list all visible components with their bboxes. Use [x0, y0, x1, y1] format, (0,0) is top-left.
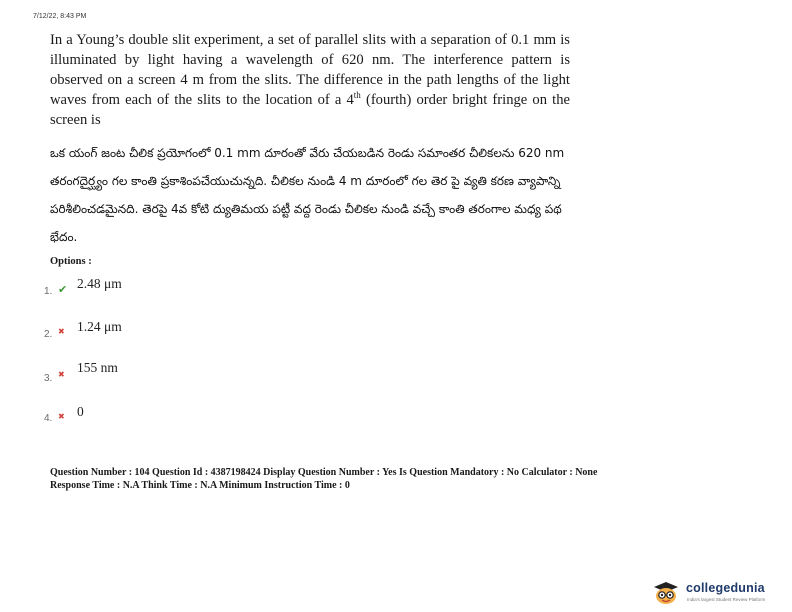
option-text: 1.24 μm	[77, 319, 122, 334]
check-icon: ✔	[58, 283, 68, 296]
option-4[interactable]	[0, 404, 300, 434]
brand-tagline: India's largest Student Review Platform	[687, 597, 766, 602]
option-text: 155 nm	[77, 360, 118, 375]
option-text: 0	[77, 404, 84, 419]
question-text-english	[50, 30, 570, 130]
option-2[interactable]	[0, 318, 300, 348]
graduate-mascot-icon	[650, 580, 682, 606]
print-timestamp: 7/12/22, 8:43 PM	[33, 13, 87, 20]
option-1[interactable]	[0, 276, 300, 306]
cross-icon: ✖	[58, 370, 65, 379]
option-3[interactable]	[0, 360, 300, 390]
option-number: 4.	[44, 413, 53, 424]
option-number: 3.	[44, 373, 53, 384]
cross-icon: ✖	[58, 412, 65, 421]
option-number: 2.	[44, 329, 53, 340]
question-text-end: (fourth) order bright fringe on the screen is	[50, 92, 570, 128]
cross-icon: ✖	[58, 327, 65, 336]
question-text-telugu: ఒక యంగ్ జంట చీలిక ప్రయోగంలో 0.1 mm దూరంతో వేరు చేయబడిన రెండు సమాంతర చీలికలను 620 nm తరంగదైర్ఘ్యం గల కాంతి ప్రకాశింపచేయుచున్నది. చీలికల నుండి 4 m దూరంలో గల తెర పై వ్యతి కరణ వ్యాపాన్ని పరిశీలించడమైనది. తెరపై 4వ కోటి ద్యుతిమయ పట్టీ వద్ద రెండు చీలికల నుండి వచ్చే కాంతి తరంగాల మధ్య పథ భేదం.	[50, 146, 565, 244]
option-number: 1.	[44, 286, 53, 297]
options-heading: Options :	[50, 256, 92, 267]
metadata-line-2: Response Time : N.A Think Time : N.A Minimum Instruction Time : 0	[50, 480, 350, 491]
ordinal-superscript: th	[353, 90, 361, 101]
brand-logo	[650, 580, 790, 606]
question-metadata	[50, 466, 750, 492]
question-text-main: In a Young’s double slit experiment, a set of parallel slits with a separation of 0.1 mm is illuminated by light having a wavelength of 620 nm. The interference pattern is observed on a screen 4 m from the slits. The difference in the path lengths of the light waves from each of the slits to the location of a 4	[50, 32, 570, 108]
option-text: 2.48 μm	[77, 276, 122, 291]
brand-name: collegedunia	[686, 581, 765, 595]
metadata-line-1: Question Number : 104 Question Id : 4387198424 Display Question Number : Yes Is Question Mandatory : No Calculator : None	[50, 467, 598, 478]
